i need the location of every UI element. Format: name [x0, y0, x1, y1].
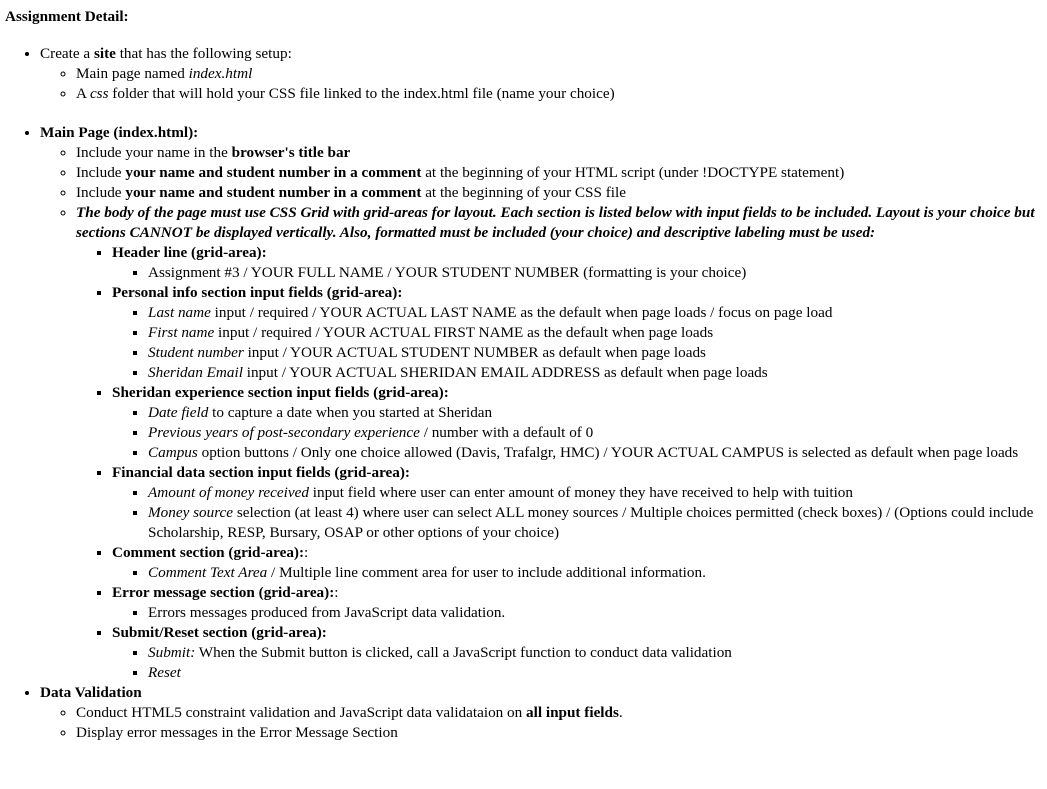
main-sublist — [40, 143, 1047, 683]
section-comment: ▪ Comment section (grid-area):: ▪ Comment Text Area / Multiple line comment area for user to include additional information. — [112, 543, 1047, 583]
section-personal-info: ▪ Personal info section input fields (grid-area): ▪ Last name input / required / YOUR ACTUAL LAST NAME as the default when page loads / focus on page load ▪ First name input / required / YOUR ACTUAL FIRST NAME as the default when page loads ▪ Student number input / YOUR ACTUAL STUDENT NUMBER as default when page loads ▪ Sheridan Email input / YOUR ACTUAL SHERIDAN EMAIL ADDRESS as default when page loads — [112, 283, 1047, 383]
list-item-main-page: • Main Page (index.html): ◦ Include your name in the browser's title bar ◦ Include your name and student number in a comment at the beginning of your HTML script (under !DOCTYPE statement) ◦ Include your name and student number in a comment at the beginning of your CSS file ◦ The body of the page must use CSS Grid with grid-areas for layout. Each section is listed below with input fields to be included. Layout is your choice but sections CANNOT be displayed vertically. Also, formatted must be included (your choice) and descriptive labeling must be used: ▪ Header line (grid-area): ▪ Assignment #3 / YOUR FULL NAME / YOUR STUDENT NUMBER (formatting is your choice) ▪ Personal info section input fields (grid-area): ▪ Last name input / required / YOUR ACTUAL LAST NAME as the default when page loads / focus on page load ▪ First name input / required / YOUR ACTUAL FIRST NAME as the default when page loads ▪ Student number input / YOUR ACTUAL STUDENT NUMBER as default when page loads ▪ Sheridan Email input / YOUR ACTUAL SHERIDAN EMAIL ADDRESS as default when page loads ▪ Sheridan experience section input fields (grid-area): ▪ Date field to capture a date when you started at Sheridan ▪ Previous years of post-secondary experience / number with a default of 0 ▪ Campus option buttons / Only one choice allowed (Davis, Trafalgr, HMC) / YOUR ACTUAL CAMPUS is selected as default when page loads ▪ Financial data section input fields (grid-area): ▪ Amount of money received input field where user can enter amount of money they have received to help with tuition ▪ Money source selection (at least 4) where user can select ALL money sources / Multiple choices permitted (check boxes) / (Options could include Scholarship, RESP, Bursary, OSAP or other options of your choice) ▪ Comment section (grid-area):: ▪ Comment Text Area / Multiple line comment area for user to include additional information. ▪ Error message section (grid-area):: ▪ Errors messages produced from JavaScript data validation. ▪ Submit/Reset section (grid-area): ▪ Submit: When the Submit button is clicked, call a JavaScript function to conduct data validation ▪ Reset — [40, 123, 1047, 683]
page-title: Assignment Detail: — [5, 8, 129, 25]
list-item: ◦ Include your name and student number in a comment at the beginning of your HTML script (under !DOCTYPE statement) — [76, 163, 1047, 183]
list-item-site: • Create a site that has the following setup: ◦ Main page named index.html ◦ A css folder that will hold your CSS file linked to the index.html file (name your choice) — [40, 44, 1047, 104]
list-item: ▪ Money source selection (at least 4) where user can select ALL money sources / Multiple choices permitted (check boxes) / (Options could include Scholarship, RESP, Bursary, OSAP or other options of your choice) — [148, 503, 1047, 543]
top-level-list — [5, 44, 1047, 743]
section-error-message: ▪ Error message section (grid-area):: ▪ Errors messages produced from JavaScript data validation. — [112, 583, 1047, 623]
list-item: ▪ Assignment #3 / YOUR FULL NAME / YOUR STUDENT NUMBER (formatting is your choice) — [148, 263, 1047, 283]
list-item: ▪ Amount of money received input field where user can enter amount of money they have received to help with tuition — [148, 483, 1047, 503]
list-item: ◦ Main page named index.html — [76, 64, 1047, 84]
list-item-data-validation: • Data Validation ◦ Conduct HTML5 constraint validation and JavaScript data validataion on all input fields. ◦ Display error messages in the Error Message Section — [40, 683, 1047, 743]
list-item: ▪ Reset — [148, 663, 1047, 683]
site-sublist — [40, 64, 1047, 104]
section-submit-reset: ▪ Submit/Reset section (grid-area): ▪ Submit: When the Submit button is clicked, call a JavaScript function to conduct data validation ▪ Reset — [112, 623, 1047, 683]
sections-list — [76, 243, 1047, 683]
section-header-line: ▪ Header line (grid-area): ▪ Assignment #3 / YOUR FULL NAME / YOUR STUDENT NUMBER (formatting is your choice) — [112, 243, 1047, 283]
list-item: ▪ Previous years of post-secondary experience / number with a default of 0 — [148, 423, 1047, 443]
list-item: ◦ Include your name in the browser's title bar — [76, 143, 1047, 163]
list-item: ▪ Comment Text Area / Multiple line comment area for user to include additional information. — [148, 563, 1047, 583]
list-item: ▪ Submit: When the Submit button is clicked, call a JavaScript function to conduct data validation — [148, 643, 1047, 663]
grid-note: ◦ The body of the page must use CSS Grid with grid-areas for layout. Each section is listed below with input fields to be included. Layout is your choice but sections CANNOT be displayed vertically. Also, formatted must be included (your choice) and descriptive labeling must be used: ▪ Header line (grid-area): ▪ Assignment #3 / YOUR FULL NAME / YOUR STUDENT NUMBER (formatting is your choice) ▪ Personal info section input fields (grid-area): ▪ Last name input / required / YOUR ACTUAL LAST NAME as the default when page loads / focus on page load ▪ First name input / required / YOUR ACTUAL FIRST NAME as the default when page loads ▪ Student number input / YOUR ACTUAL STUDENT NUMBER as default when page loads ▪ Sheridan Email input / YOUR ACTUAL SHERIDAN EMAIL ADDRESS as default when page loads ▪ Sheridan experience section input fields (grid-area): ▪ Date field to capture a date when you started at Sheridan ▪ Previous years of post-secondary experience / number with a default of 0 ▪ Campus option buttons / Only one choice allowed (Davis, Trafalgr, HMC) / YOUR ACTUAL CAMPUS is selected as default when page loads ▪ Financial data section input fields (grid-area): ▪ Amount of money received input field where user can enter amount of money they have received to help with tuition ▪ Money source selection (at least 4) where user can select ALL money sources / Multiple choices permitted (check boxes) / (Options could include Scholarship, RESP, Bursary, OSAP or other options of your choice) ▪ Comment section (grid-area):: ▪ Comment Text Area / Multiple line comment area for user to include additional information. ▪ Error message section (grid-area):: ▪ Errors messages produced from JavaScript data validation. ▪ Submit/Reset section (grid-area): ▪ Submit: When the Submit button is clicked, call a JavaScript function to conduct data validation ▪ Reset — [76, 203, 1047, 683]
validation-sublist — [40, 703, 1047, 743]
list-item: ▪ Date field to capture a date when you started at Sheridan — [148, 403, 1047, 423]
list-item: ▪ Sheridan Email input / YOUR ACTUAL SHERIDAN EMAIL ADDRESS as default when page loads — [148, 363, 1047, 383]
section-sheridan-experience: ▪ Sheridan experience section input fields (grid-area): ▪ Date field to capture a date when you started at Sheridan ▪ Previous years of post-secondary experience / number with a default of 0 ▪ Campus option buttons / Only one choice allowed (Davis, Trafalgr, HMC) / YOUR ACTUAL CAMPUS is selected as default when page loads — [112, 383, 1047, 463]
list-item: ▪ Errors messages produced from JavaScript data validation. — [148, 603, 1047, 623]
list-item: ◦ Conduct HTML5 constraint validation and JavaScript data validataion on all input fields. — [76, 703, 1047, 723]
list-item: ▪ Campus option buttons / Only one choice allowed (Davis, Trafalgr, HMC) / YOUR ACTUAL CAMPUS is selected as default when page loads — [148, 443, 1047, 463]
list-item: ◦ Include your name and student number in a comment at the beginning of your CSS file — [76, 183, 1047, 203]
list-item: ▪ First name input / required / YOUR ACTUAL FIRST NAME as the default when page loads — [148, 323, 1047, 343]
list-item: ▪ Last name input / required / YOUR ACTUAL LAST NAME as the default when page loads / focus on page load — [148, 303, 1047, 323]
list-item: ▪ Student number input / YOUR ACTUAL STUDENT NUMBER as default when page loads — [148, 343, 1047, 363]
list-item: ◦ A css folder that will hold your CSS file linked to the index.html file (name your choice) — [76, 84, 1047, 104]
section-financial-data: ▪ Financial data section input fields (grid-area): ▪ Amount of money received input field where user can enter amount of money they have received to help with tuition ▪ Money source selection (at least 4) where user can select ALL money sources / Multiple choices permitted (check boxes) / (Options could include Scholarship, RESP, Bursary, OSAP or other options of your choice) — [112, 463, 1047, 543]
list-item: ◦ Display error messages in the Error Message Section — [76, 723, 1047, 743]
